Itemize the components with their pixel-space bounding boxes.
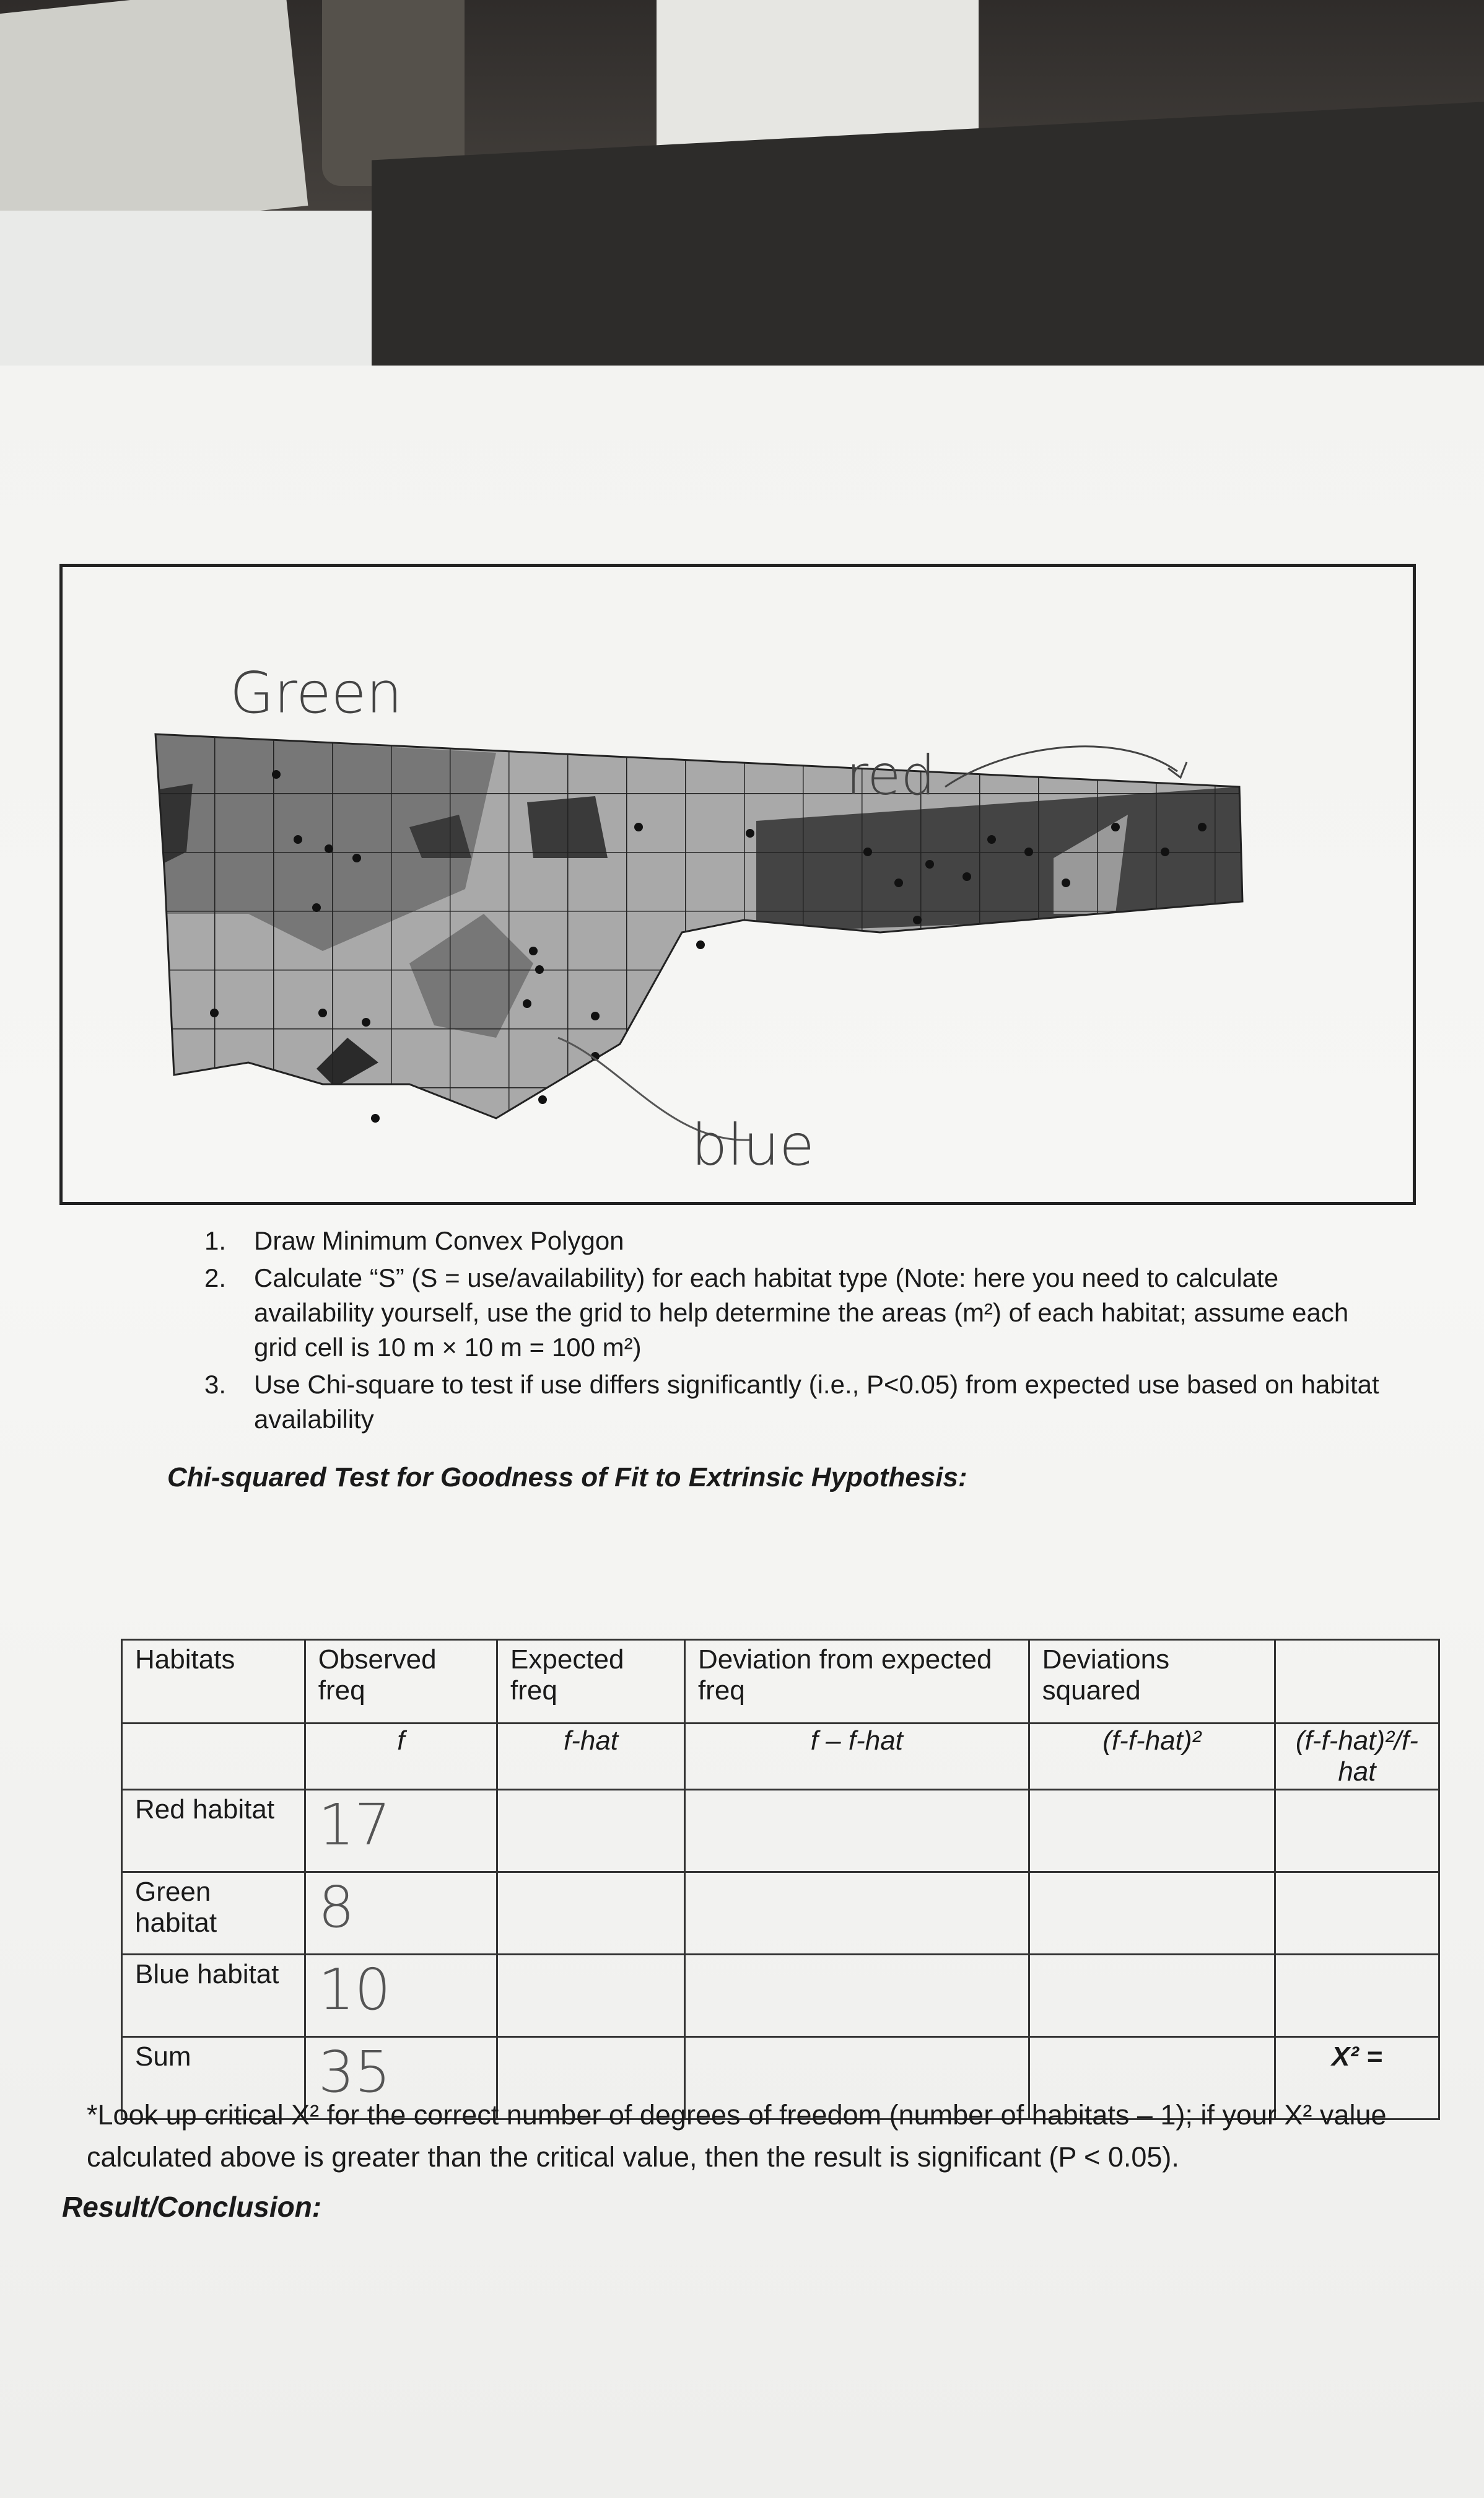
header-cell: Deviations squared [1029,1640,1275,1724]
section-title: Chi-squared Test for Goodness of Fit to Extrinsic Hypothesis: [167,1462,967,1492]
deviation-cell[interactable] [684,1955,1029,2037]
chi-component-cell[interactable] [1275,1955,1439,2037]
table-row [122,1872,1439,1955]
habitat-map [59,564,1416,1205]
chi-square-total-cell[interactable]: X² = [1275,2037,1439,2119]
header-cell: Observed freq [305,1640,497,1724]
header-cell: Habitats [122,1640,305,1724]
instruction-number: 3. [204,1370,227,1399]
background-papers [0,211,396,372]
instruction-text: Calculate “S” (S = use/availability) for each habitat type (Note: here you need to calculate availability yourself, use the grid to help determine the areas (m²) of each habitat; assume each grid cell is 10 m × 10 m = 100 m²) [254,1263,1349,1362]
deviation-cell[interactable] [684,1790,1029,1872]
red-label: red [846,743,936,807]
instruction-number: 2. [204,1263,227,1292]
habitat-cell: Green habitat [122,1872,305,1955]
subheader-cell [122,1724,305,1790]
deviation-squared-cell[interactable] [1029,1790,1275,1872]
table-subheader-row [122,1724,1439,1790]
instruction-text: Use Chi-square to test if use differs significantly (i.e., P<0.05) from expected use based on habitat availability [254,1370,1379,1434]
background-book [0,0,308,239]
deviation-cell[interactable] [684,1872,1029,1955]
chi-square-table [121,1639,1440,2120]
chi-component-cell[interactable] [1275,1872,1439,1955]
observed-cell: 8 [305,1872,497,1955]
green-label: Green [230,660,403,726]
header-cell: Deviation from expected freq [684,1640,1029,1724]
subheader-cell: (f-f-hat)²/f-hat [1275,1724,1439,1790]
expected-cell[interactable] [497,1790,685,1872]
habitat-cell: Sum [122,2037,305,2119]
subheader-cell: f-hat [497,1724,685,1790]
table-row [122,1790,1439,1872]
instructions-list [204,1224,1381,1439]
critical-value-note: *Look up critical X² for the correct number of degrees of freedom (number of habitats – 1); if your X² value calculated above is greater than the critical value, then the result is significant (P < 0.05). [87,2099,1387,2173]
deviation-squared-cell[interactable] [1029,1872,1275,1955]
instruction-item [204,1224,1381,1258]
subheader-cell: f – f-hat [684,1724,1029,1790]
subheader-cell: f [305,1724,497,1790]
result-conclusion-label: Result/Conclusion: [62,2191,322,2223]
instruction-text: Draw Minimum Convex Polygon [254,1226,624,1255]
observed-cell: 17 [305,1790,497,1872]
desk-background [0,0,1484,397]
expected-cell[interactable] [497,1955,685,2037]
table-row [122,1955,1439,2037]
header-cell [1275,1640,1439,1724]
chi-component-cell[interactable] [1275,1790,1439,1872]
habitat-cell: Red habitat [122,1790,305,1872]
header-cell: Expected freq [497,1640,685,1724]
expected-cell[interactable] [497,1872,685,1955]
deviation-squared-cell[interactable] [1029,1955,1275,2037]
observed-cell: 10 [305,1955,497,2037]
subheader-cell: (f-f-hat)² [1029,1724,1275,1790]
table-header-row [122,1640,1439,1724]
instruction-item [204,1367,1381,1437]
instruction-item [204,1261,1381,1365]
habitat-cell: Blue habitat [122,1955,305,2037]
blue-label: blue [691,1112,814,1178]
instruction-number: 1. [204,1226,227,1255]
observed-sum-cell: 35 [305,2037,497,2119]
